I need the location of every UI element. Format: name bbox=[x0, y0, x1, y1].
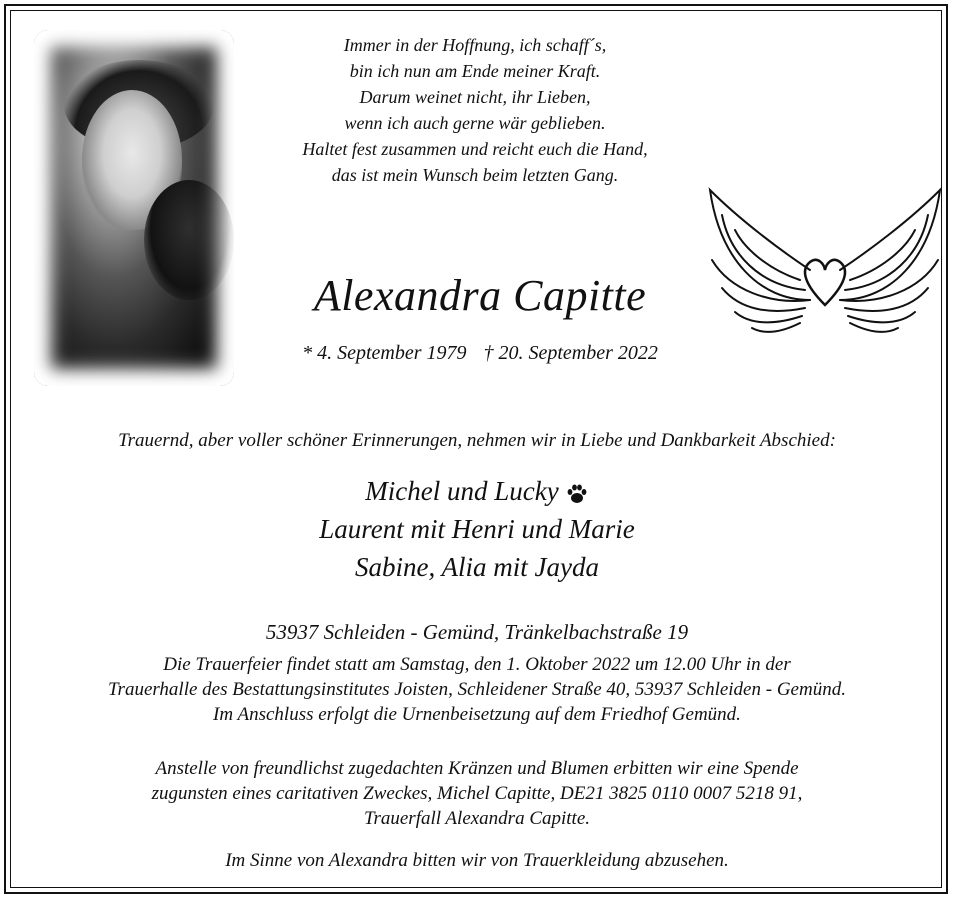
ceremony-line: Trauerhalle des Bestattungsinstitutes Joisten, Schleidener Straße 40, 53937 Schleiden - Gemünd. bbox=[108, 679, 846, 700]
paw-icon bbox=[565, 482, 589, 506]
mourner-line bbox=[20, 472, 934, 510]
ceremony-info bbox=[20, 652, 934, 727]
birth-date: * 4. September 1979 bbox=[302, 342, 467, 364]
life-dates bbox=[240, 340, 720, 366]
poem-line: wenn ich auch gerne wär geblieben. bbox=[344, 113, 606, 133]
poem-line: bin ich nun am Ende meiner Kraft. bbox=[349, 61, 601, 81]
mourner-name: Michel und Lucky bbox=[365, 476, 559, 506]
photo-vignette bbox=[34, 30, 234, 386]
mourners-list bbox=[20, 472, 934, 586]
poem bbox=[240, 32, 710, 188]
angel-wings-heart-icon bbox=[700, 180, 950, 340]
donation-line: Anstelle von freundlichst zugedachten Kränzen und Blumen erbitten wir eine Spende bbox=[155, 758, 799, 779]
farewell-intro: Trauernd, aber voller schöner Erinnerungen, nehmen wir in Liebe und Dankbarkeit Abschied: bbox=[118, 430, 836, 451]
poem-line: Darum weinet nicht, ihr Lieben, bbox=[359, 87, 591, 107]
address: 53937 Schleiden - Gemünd, Tränkelbachstraße 19 bbox=[265, 620, 689, 644]
poem-line: das ist mein Wunsch beim letzten Gang. bbox=[331, 165, 619, 185]
poem-line: Haltet fest zusammen und reicht euch die Hand, bbox=[302, 139, 648, 159]
closing-note bbox=[20, 848, 934, 873]
death-date: † 20. September 2022 bbox=[483, 342, 658, 364]
closing-line: Im Sinne von Alexandra bitten wir von Trauerkleidung abzusehen. bbox=[225, 850, 729, 871]
portrait-photo bbox=[34, 30, 234, 386]
poem-line: Immer in der Hoffnung, ich schaff´s, bbox=[343, 35, 607, 55]
ceremony-line: Im Anschluss erfolgt die Urnenbeisetzung auf dem Friedhof Gemünd. bbox=[213, 704, 741, 725]
ceremony-line: Die Trauerfeier findet statt am Samstag, den 1. Oktober 2022 um 12.00 Uhr in der bbox=[163, 654, 791, 675]
mourner-line: Sabine, Alia mit Jayda bbox=[355, 552, 599, 582]
mourner-line: Laurent mit Henri und Marie bbox=[319, 514, 635, 544]
donation-line: zugunsten eines caritativen Zweckes, Michel Capitte, DE21 3825 0110 0007 5218 91, bbox=[151, 783, 803, 804]
donation-line: Trauerfall Alexandra Capitte. bbox=[363, 808, 591, 829]
donation-info bbox=[20, 756, 934, 831]
deceased-name: Alexandra Capitte bbox=[313, 271, 647, 320]
